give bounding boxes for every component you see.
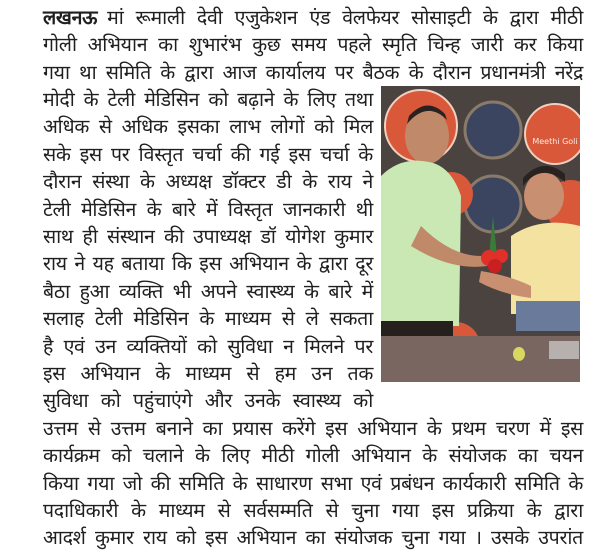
photo-illustration (381, 86, 580, 382)
article-line: सुविधा को पहुंचाएंगे और उनके स्वास्थ्य को (43, 389, 373, 412)
article-line: सके इस पर विस्तृत चर्चा की गई इस चर्चा के (43, 143, 373, 166)
dateline: लखनऊ (43, 6, 98, 29)
article-line: पदाधिकारी के माध्यम से सर्वसम्मति से चुना गया इस प्रक्रिया के द्वारा (43, 499, 583, 522)
article-line: उत्तम से उत्तम बनाने का प्रयास करेंगे इस अभियान के प्रथम चरण में इस (43, 417, 583, 440)
article-line: राय ने यह बताया कि इस अभियान के द्वारा दूर (43, 252, 373, 275)
article-line: टेली मेडिसिन के बारे में विस्तृत जानकारी थी (43, 198, 373, 221)
article-line: आदर्श कुमार राय को इस अभियान का संयोजक चुना गया । उसके उपरांत (43, 526, 583, 549)
article-line: दौरान संस्था के अध्यक्ष डॉक्टर डी के राय ने (43, 170, 373, 193)
article-line: अधिक से अधिक इसका लाभ लोगों को मिल (43, 115, 373, 138)
article-line: किया गया जो की समिति के साधारण सभा एवं प्रबंधन कार्यकारी समिति के (43, 472, 583, 495)
article-line: गोली अभियान का शुभारंभ कुछ समय पहले स्मृति चिन्ह जारी कर किया (43, 33, 583, 56)
article-line: बैठा हुआ व्यक्ति भी अपने स्वास्थ्य के बारे में (43, 280, 373, 303)
article-line: साथ ही संस्थान की उपाध्यक्ष डॉ योगेश कुमार (43, 225, 373, 248)
article-line: लखनऊ मां रूमाली देवी एजुकेशन एंड वेलफेयर सोसाइटी के द्वारा मीठी (43, 6, 583, 29)
article-line: है एवं उन व्यक्तियों को सुविधा न मिलने पर (43, 335, 373, 358)
news-photo (381, 86, 580, 382)
article-line: इस अभियान के माध्यम से हम उन तक (43, 362, 373, 385)
article-line: कार्यक्रम को चलाने के लिए मीठी गोली अभियान के संयोजक का चयन (43, 444, 583, 467)
banner-logo-text: Meethi Goli (532, 137, 578, 146)
article-line: मोदी के टेली मेडिसिन को बढ़ाने के लिए तथा (43, 88, 373, 111)
article-line: सलाह टेली मेडिसिन के माध्यम से ले सकता (43, 307, 373, 330)
article-line: गया था समिति के द्वारा आज कार्यालय पर बैठक के दौरान प्रधानमंत्री नरेंद्र (43, 61, 583, 84)
